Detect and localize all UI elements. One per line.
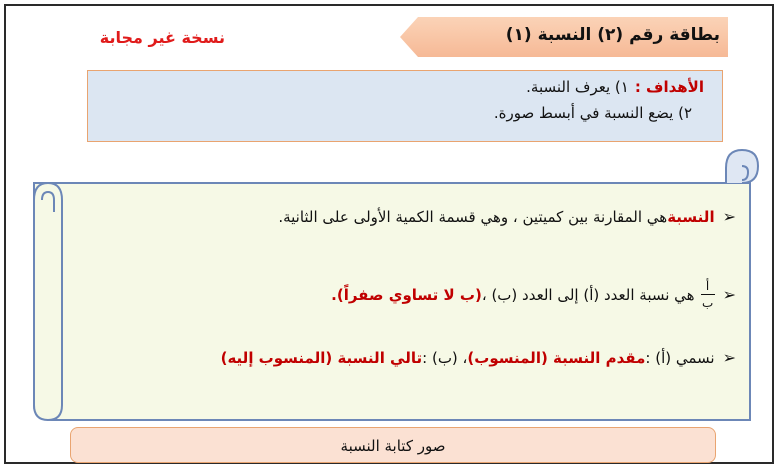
card-title: بطاقة رقم (٢) النسبة (١) bbox=[505, 25, 720, 45]
naming-line bbox=[221, 348, 736, 367]
antecedent-term: مقدم النسبة (المنسوب) bbox=[467, 348, 646, 367]
consequent-term: تالي النسبة (المنسوب إليه) bbox=[220, 348, 423, 367]
naming-text-b: ، (ب) : bbox=[422, 348, 468, 367]
ratio-term: النسبة bbox=[667, 207, 715, 226]
unanswered-label: نسخة غير مجابة bbox=[99, 28, 225, 47]
fraction-line bbox=[331, 280, 736, 309]
section-heading-box bbox=[70, 427, 716, 463]
naming-text-a: نسمي (أ) : bbox=[645, 348, 715, 367]
arrow-bullet-icon: ➢ bbox=[722, 348, 736, 367]
arrow-bullet-icon: ➢ bbox=[722, 285, 736, 304]
fraction-numerator: أ bbox=[705, 279, 710, 293]
scroll-curl-left bbox=[34, 183, 62, 420]
section-heading: صور كتابة النسبة bbox=[340, 437, 446, 455]
fraction bbox=[701, 280, 715, 309]
definition-text: هي المقارنة بين كميتين ، وهي قسمة الكمية الأولى على الثانية. bbox=[278, 207, 668, 226]
goals-title: الأهداف : bbox=[634, 78, 704, 96]
definition-line bbox=[278, 207, 736, 226]
fraction-condition: (ب لا تساوي صفراً). bbox=[331, 285, 482, 304]
fraction-text: هي نسبة العدد (أ) إلى العدد (ب) ، bbox=[481, 285, 695, 304]
fraction-denominator: ب bbox=[701, 296, 714, 310]
goal-item-2: ٢) يضع النسبة في أبسط صورة. bbox=[493, 104, 692, 122]
arrow-bullet-icon: ➢ bbox=[722, 207, 736, 226]
goal-item-1: ١) يعرف النسبة. bbox=[526, 78, 629, 96]
